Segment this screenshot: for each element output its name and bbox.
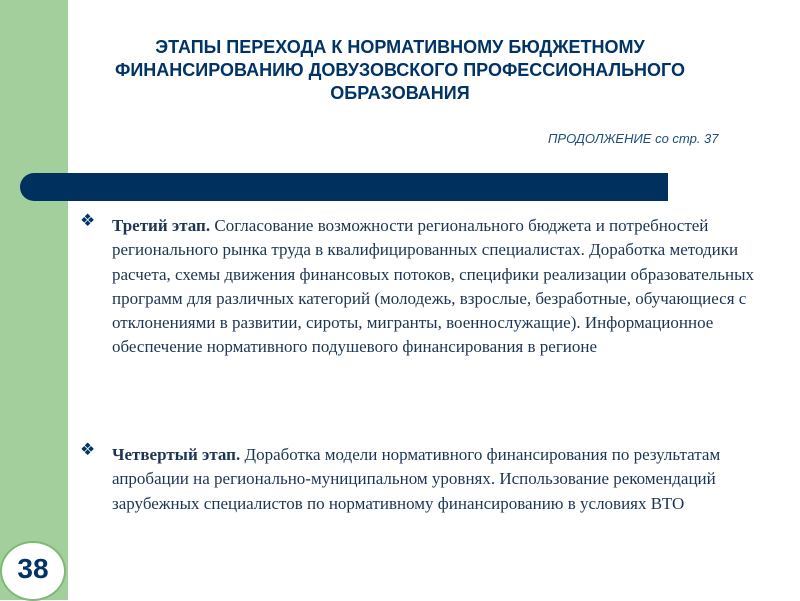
bullet-icon: ❖ [80, 440, 96, 459]
divider-bar [20, 173, 668, 201]
stage-3-text: Согласование возможности регионального бюджета и потребностей регионального рынка труда в квалифицированных специалистах. Доработка методики расчета, схемы движения финансовых потоков, специфики реализации образовательных программ для различных категорий (молодежь, взрослые, безработные, обучающиеся с отклонениями в развитии, сироты, мигранты, военнослужащие). Информационное обеспечение нормативного подушевого финансирования в регионе [112, 216, 754, 357]
title-line-1: ЭТАПЫ ПЕРЕХОДА К НОРМАТИВНОМУ БЮДЖЕТНОМУ [155, 37, 645, 57]
stage-4-text: Доработка модели нормативного финансирования по результатам апробации на регионально-муниципальном уровнях. Использование рекомендаций зарубежных специалистов по нормативному финансированию в условиях ВТО [112, 445, 721, 513]
continuation-note: ПРОДОЛЖЕНИЕ со стр. 37 [548, 131, 719, 146]
stage-3-lead: Третий этап. [112, 216, 211, 235]
title-line-2: ФИНАНСИРОВАНИЮ ДОВУЗОВСКОГО ПРОФЕССИОНАЛЬНОГО [114, 60, 685, 80]
stage-4-lead: Четвертый этап. [112, 445, 241, 464]
title-line-3: ОБРАЗОВАНИЯ [330, 83, 470, 103]
page-number: 38 [17, 553, 49, 584]
bullet-icon: ❖ [80, 211, 96, 230]
bullet-item-stage-4 [112, 443, 794, 516]
slide-title [20, 36, 780, 105]
bullet-item-stage-3 [112, 214, 794, 360]
